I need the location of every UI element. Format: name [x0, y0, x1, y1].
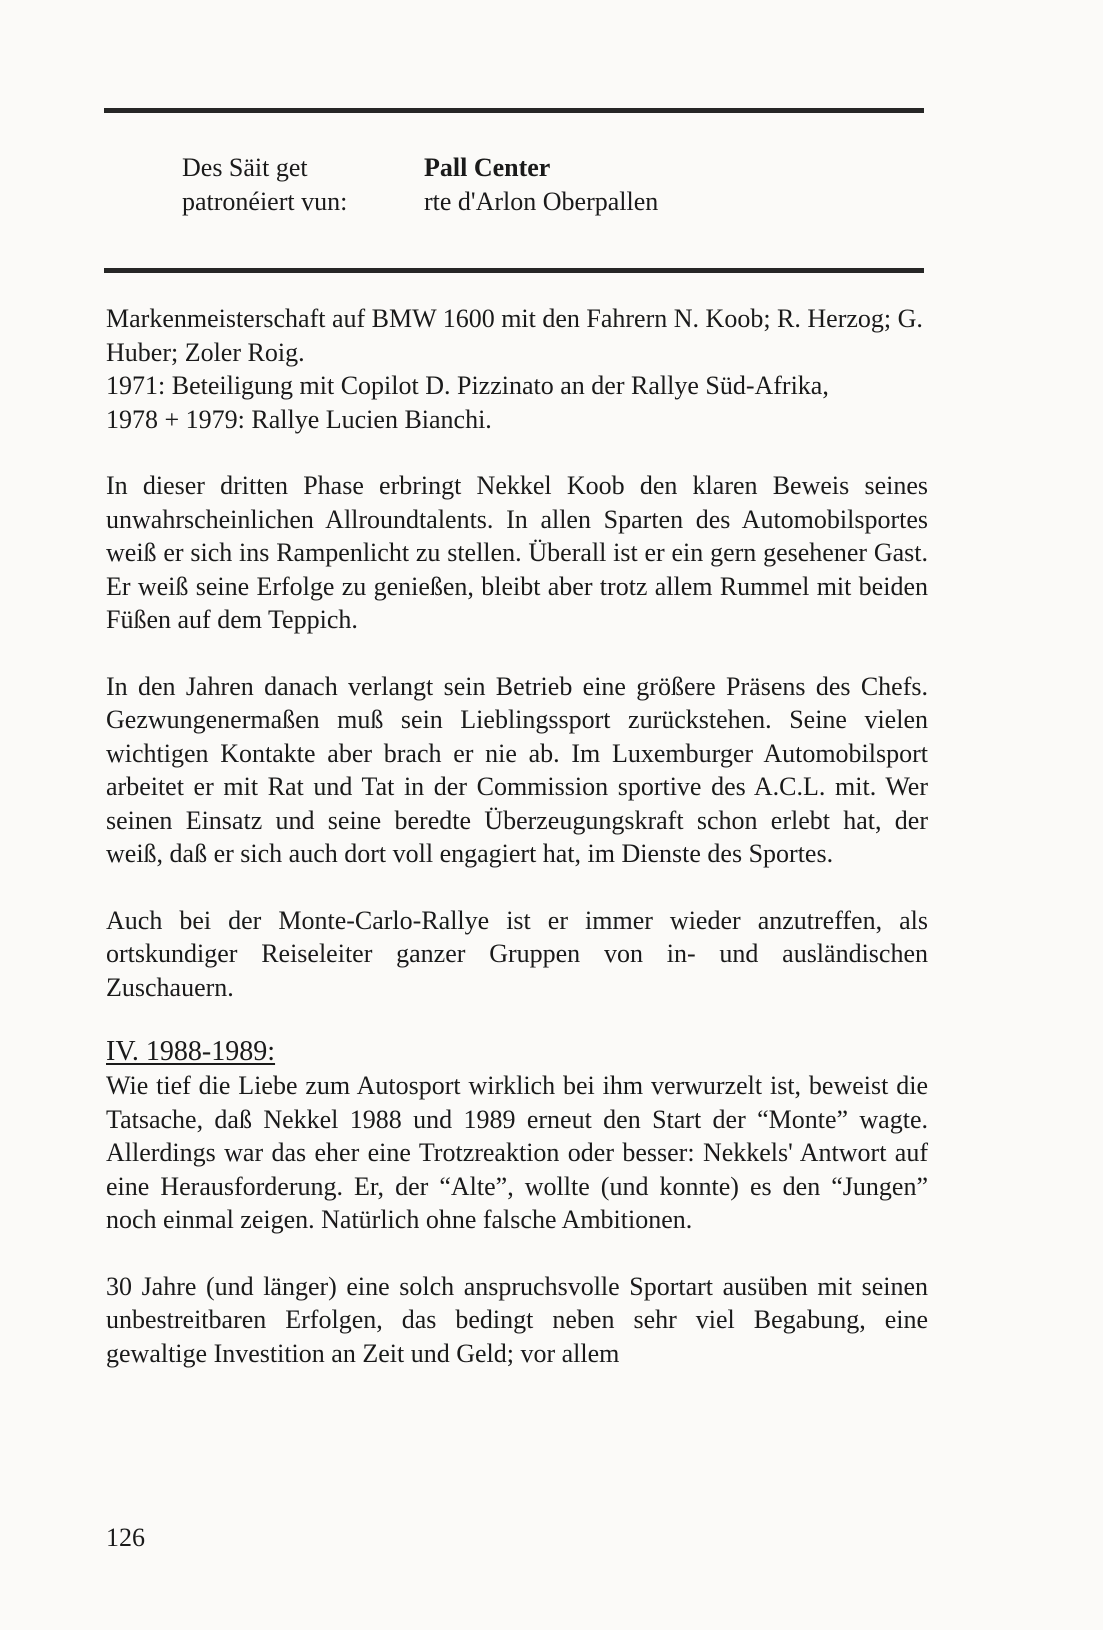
sponsor-name: Pall Center: [424, 153, 551, 182]
sponsor-row-2: [182, 186, 658, 218]
sponsor-address: rte d'Arlon Oberpallen: [424, 187, 659, 216]
paragraph-1-line-3: 1978 + 1979: Rallye Lucien Bianchi.: [106, 404, 492, 434]
paragraph-1-line-2: 1971: Beteiligung mit Copilot D. Pizzinato an der Rallye Süd-Afrika,: [106, 371, 829, 400]
paragraph-3: In den Jahren danach verlangt sein Betrieb eine größere Präsens des Chefs. Gezwungenermaßen muß sein Lieblingssport zurückstehen. Seine vielen wichtigen Kontakte aber brach er nie ab. Im Luxemburger Automobilsport arbeitet er mit Rat und Tat in der Commission sportive des A.C.L. mit. Wer seinen Einsatz und seine beredte Überzeugungskraft schon erlebt hat, der weiß, daß er sich auch dort voll engagiert hat, im Dienste des Sportes.: [106, 671, 928, 868]
sponsor-label-line1: Des Säit get: [182, 153, 308, 182]
sponsor-row-1: [182, 152, 550, 184]
body-text: [106, 302, 928, 1370]
paragraph-6: 30 Jahre (und länger) eine solch anspruchsvolle Sportart ausüben mit seinen unbestreitbaren Erfolgen, das bedingt neben sehr viel Begabung, eine gewaltige Investition an Zeit und Geld; vor allem: [106, 1271, 928, 1368]
page-number: 126: [106, 1523, 145, 1552]
paragraph-2: In dieser dritten Phase erbringt Nekkel Koob den klaren Beweis seines unwahrscheinlichen Allroundtalents. In allen Sparten des Automobilsportes weiß er sich ins Rampenlicht zu stellen. Überall ist er ein gern gesehener Gast. Er weiß seine Erfolge zu genießen, bleibt aber trotz allem Rummel mit beiden Füßen auf dem Teppich.: [106, 471, 928, 634]
bottom-rule: [104, 268, 924, 273]
section-heading: IV. 1988-1989:: [106, 1036, 276, 1067]
paragraph-5: Wie tief die Liebe zum Autosport wirklich bei ihm verwurzelt ist, beweist die Tatsache, daß Nekkel 1988 und 1989 erneut den Start der “Monte” wagte. Allerdings war das eher eine Trotzreaktion oder besser: Nekkels' Antwort auf eine Herausforderung. Er, der “Alte”, wollte (und konnte) es den “Jungen” noch einmal zeigen. Natürlich ohne falsche Ambitionen.: [106, 1071, 928, 1234]
paragraph-4: Auch bei der Monte-Carlo-Rallye ist er immer wieder anzutreffen, als ortskundiger Reiseleiter ganzer Gruppen von in- und ausländischen Zuschauern.: [106, 905, 928, 1002]
paragraph-1: [106, 302, 928, 436]
sponsor-box: [104, 108, 924, 274]
top-rule: [104, 108, 924, 113]
paragraph-1-line-1: Markenmeisterschaft auf BMW 1600 mit den Fahrern N. Koob; R. Herzog; G. Huber; Zoler Roig.: [106, 304, 923, 367]
sponsor-label-line2: patronéiert vun:: [182, 187, 348, 216]
